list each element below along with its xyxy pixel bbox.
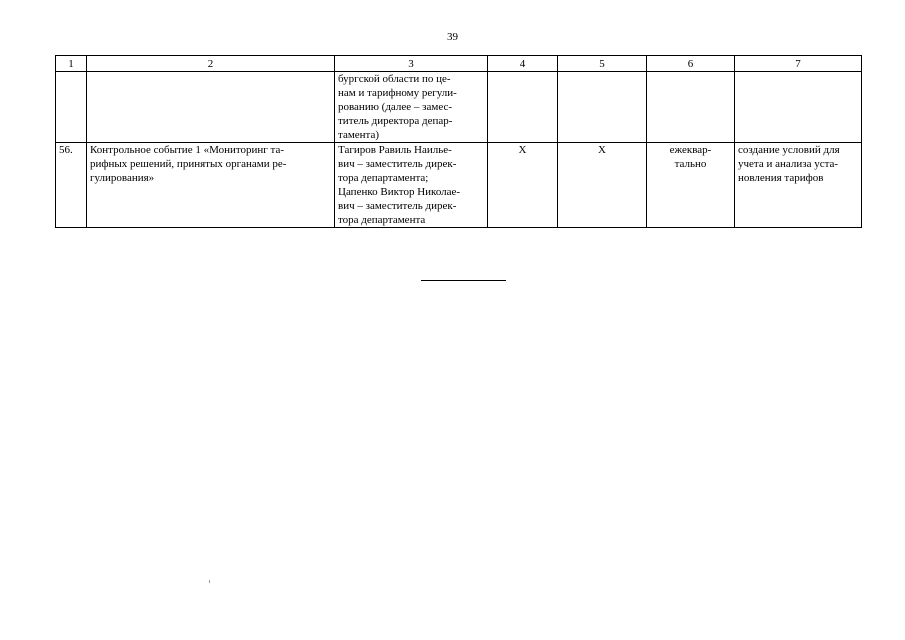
table-row-continuation	[56, 72, 862, 143]
column-number-6: 6	[647, 56, 735, 72]
table-row-56	[56, 143, 862, 228]
cell-result: создание условий для учета и анализа уста- новления тарифов	[735, 143, 862, 228]
cell-result	[735, 72, 862, 143]
cell-col4: Х	[488, 143, 558, 228]
column-number-header-row	[56, 56, 862, 72]
cell-periodicity	[647, 72, 735, 143]
column-number-4: 4	[488, 56, 558, 72]
cell-col4	[488, 72, 558, 143]
page-number: 39	[447, 31, 458, 43]
cell-periodicity: ежеквар- тально	[647, 143, 735, 228]
column-number-2: 2	[87, 56, 335, 72]
column-number-5: 5	[558, 56, 647, 72]
cell-col5: Х	[558, 143, 647, 228]
cell-responsible: бургской области по це- нам и тарифному регули- рованию (далее – замес- титель директора депар- тамента)	[335, 72, 488, 143]
end-of-document-rule	[421, 280, 506, 281]
cell-number	[56, 72, 87, 143]
cell-number: 56.	[56, 143, 87, 228]
cell-event-name: Контрольное событие 1 «Мониторинг та- рифных решений, принятых органами ре- гулирования»	[87, 143, 335, 228]
column-number-1: 1	[56, 56, 87, 72]
cell-event-name	[87, 72, 335, 143]
cell-responsible: Тагиров Равиль Наилье- вич – заместитель дирек- тора департамента; Цапенко Виктор Николае- вич – заместитель дирек- тора департамента	[335, 143, 488, 228]
column-number-7: 7	[735, 56, 862, 72]
plan-table	[55, 55, 862, 228]
cell-col5	[558, 72, 647, 143]
scan-speck	[209, 580, 210, 583]
column-number-3: 3	[335, 56, 488, 72]
